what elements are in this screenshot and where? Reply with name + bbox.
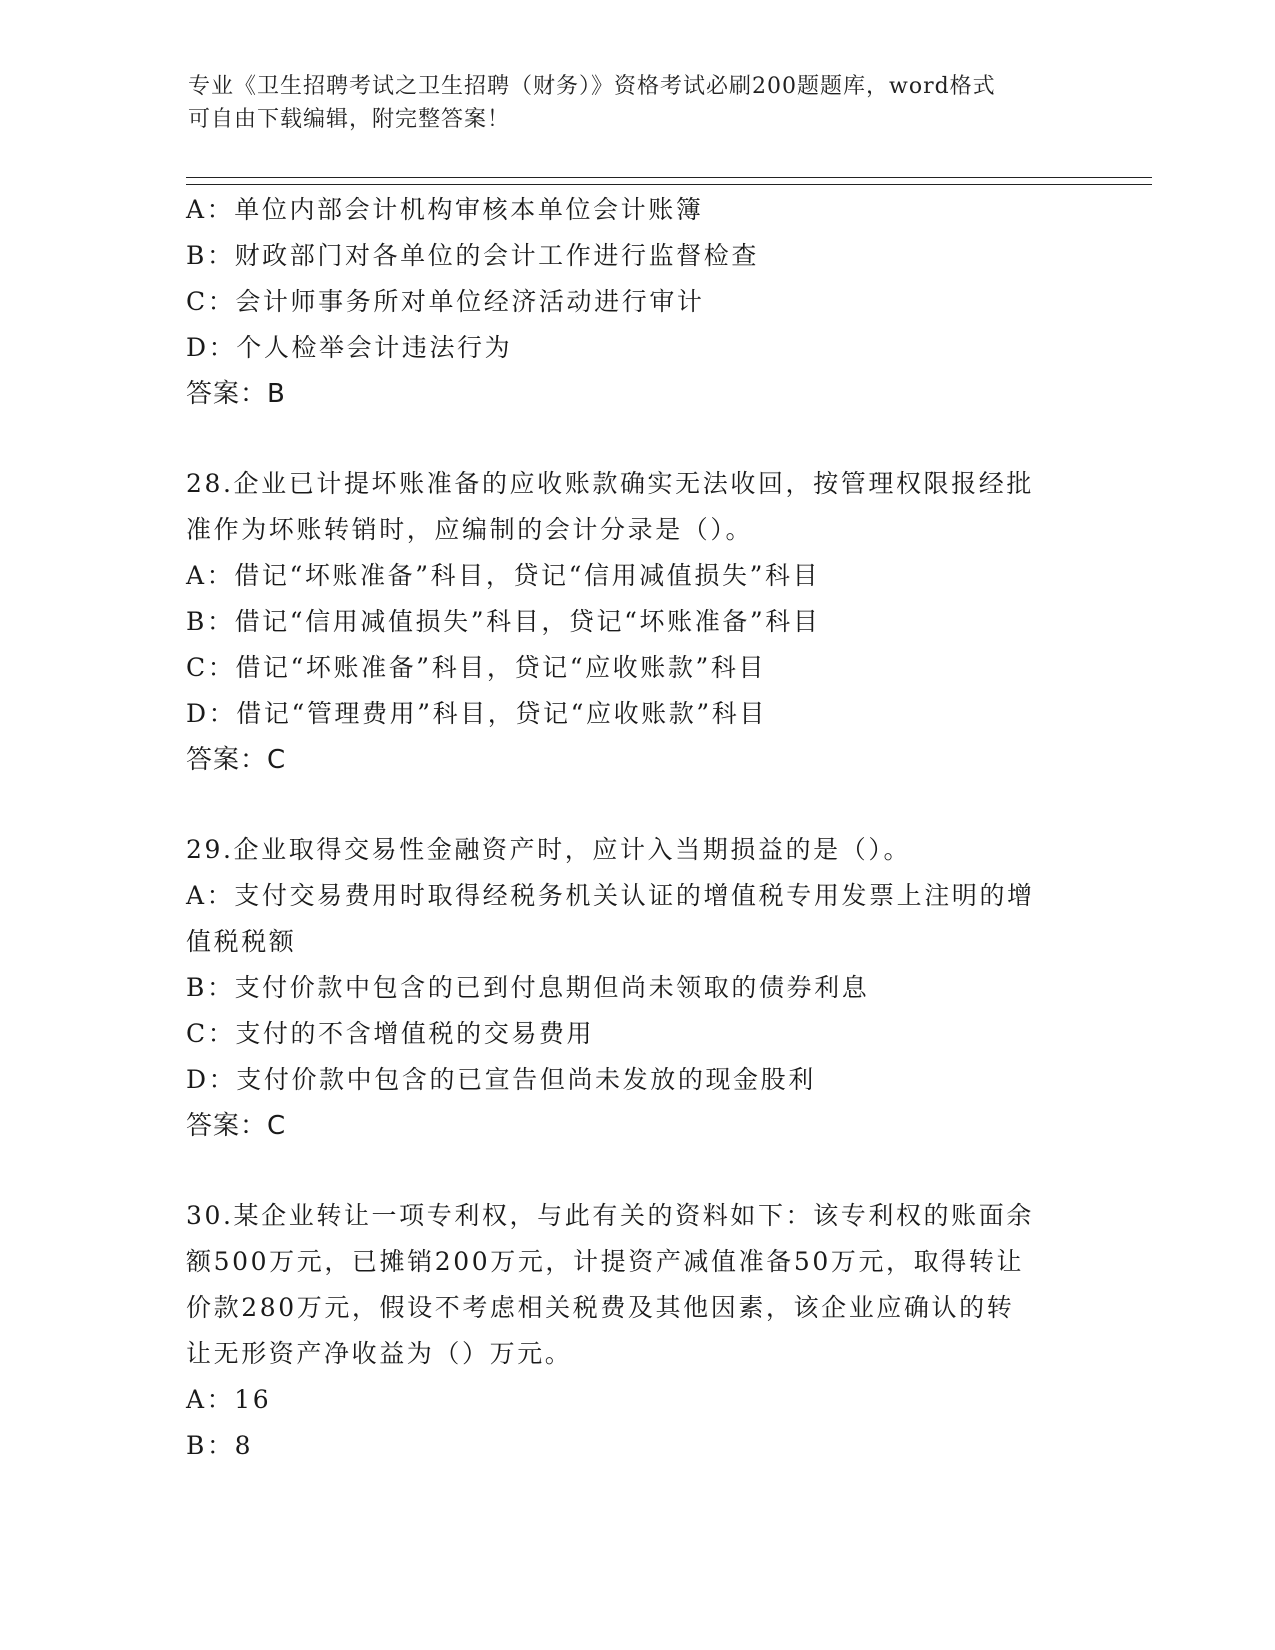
question-stem: 价款280万元，假设不考虑相关税费及其他因素，该企业应确认的转 <box>186 1293 1015 1322</box>
question-stem: 29.企业取得交易性金融资产时，应计入当期损益的是（）。 <box>186 835 912 864</box>
spacer <box>186 783 1086 827</box>
option-a: A：支付交易费用时取得经税务机关认证的增值税专用发票上注明的增 <box>186 881 1035 910</box>
option-b: B：支付价款中包含的已到付息期但尚未领取的债券利息 <box>186 973 870 1002</box>
header-title-line2: 可自由下载编辑，附完整答案！ <box>188 107 511 132</box>
option-a-continued: 值税税额 <box>186 927 297 956</box>
option-a: A：借记“坏账准备”科目，贷记“信用减值损失”科目 <box>186 561 821 590</box>
option-b: B：8 <box>186 1431 254 1460</box>
option-c: C：支付的不含增值税的交易费用 <box>186 1019 595 1048</box>
question-stem: 让无形资产净收益为（）万元。 <box>186 1339 573 1368</box>
question-stem: 30.某企业转让一项专利权，与此有关的资料如下：该专利权的账面余 <box>186 1201 1034 1230</box>
header-title-line1: 专业《卫生招聘考试之卫生招聘（财务）》资格考试必刷200题题库，word格式 <box>188 74 996 99</box>
option-a: A：单位内部会计机构审核本单位会计账簿 <box>186 195 704 224</box>
option-d: D：借记“管理费用”科目，贷记“应收账款”科目 <box>186 699 767 728</box>
answer-label: 答案：C <box>186 1111 287 1141</box>
question-28-block <box>186 461 1086 783</box>
question-29-block <box>186 827 1086 1149</box>
answer-label: 答案：C <box>186 745 287 775</box>
option-d: D：支付价款中包含的已宣告但尚未发放的现金股利 <box>186 1065 816 1094</box>
question-27-block <box>186 187 1086 417</box>
header-divider <box>186 177 1152 185</box>
option-b: B：借记“信用减值损失”科目，贷记“坏账准备”科目 <box>186 607 821 636</box>
document-body <box>186 187 1086 1469</box>
option-b: B：财政部门对各单位的会计工作进行监督检查 <box>186 241 759 270</box>
answer-label: 答案：B <box>186 379 286 409</box>
spacer <box>186 1149 1086 1193</box>
page-header <box>188 70 1088 136</box>
option-d: D：个人检举会计违法行为 <box>186 333 513 362</box>
option-a: A：16 <box>186 1385 272 1414</box>
spacer <box>186 417 1086 461</box>
question-stem: 额500万元，已摊销200万元，计提资产减值准备50万元，取得转让 <box>186 1247 1025 1276</box>
question-30-block <box>186 1193 1086 1469</box>
option-c: C：借记“坏账准备”科目，贷记“应收账款”科目 <box>186 653 767 682</box>
question-stem: 28.企业已计提坏账准备的应收账款确实无法收回，按管理权限报经批 <box>186 469 1034 498</box>
option-c: C：会计师事务所对单位经济活动进行审计 <box>186 287 705 316</box>
question-stem: 准作为坏账转销时，应编制的会计分录是（）。 <box>186 515 754 544</box>
